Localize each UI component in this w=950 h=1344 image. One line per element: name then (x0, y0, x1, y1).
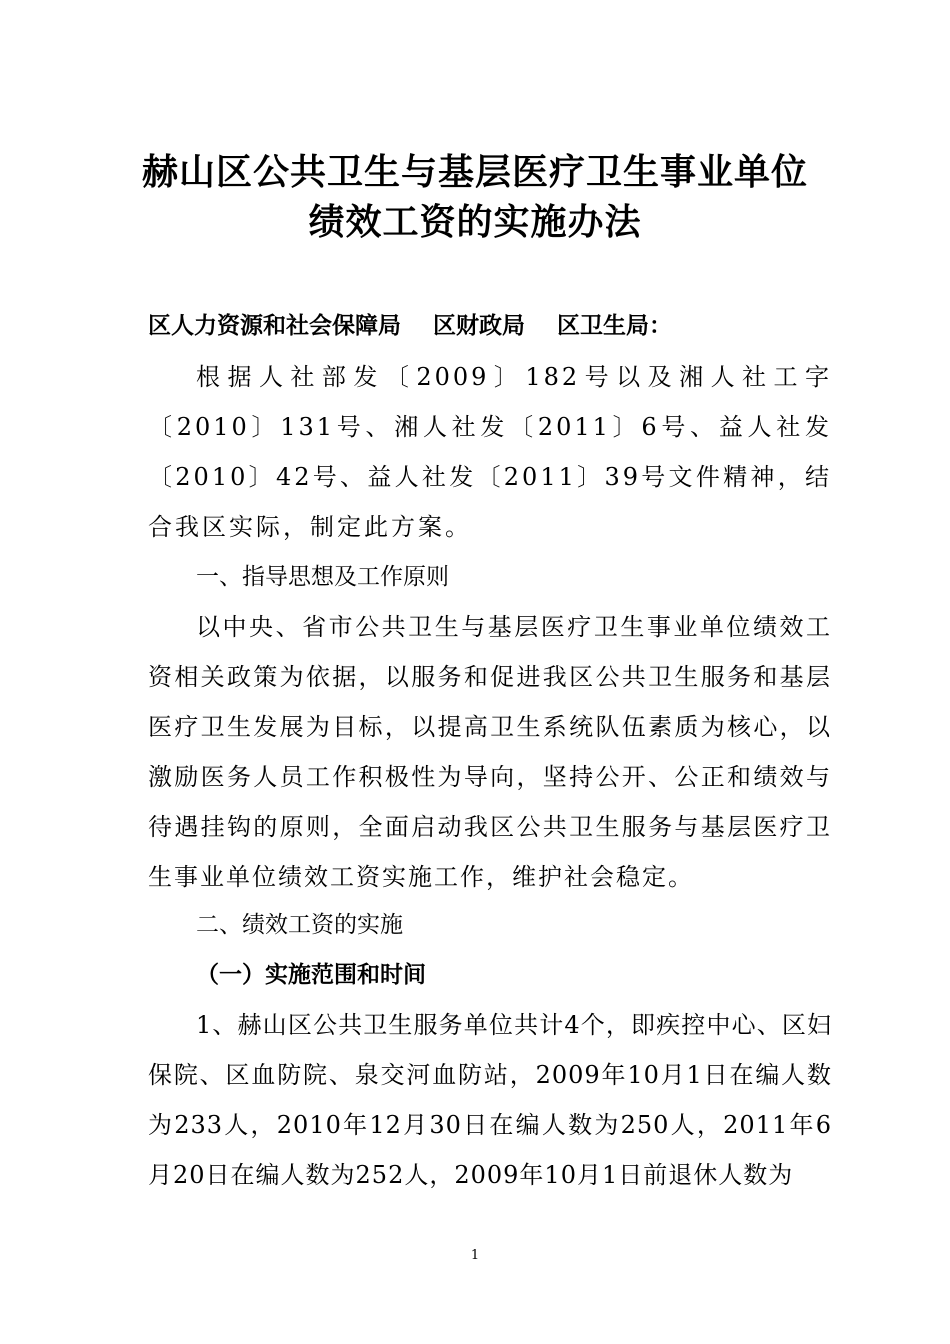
item-1-paragraph: 1、赫山区公共卫生服务单位共计4个，即疾控中心、区妇保院、区血防院、泉交河血防站，2009年10月1日在编人数为233人，2010年12月30日在编人数为250人，2011年6月20日在编人数为252人，2009年10月1日前退休人数为 (148, 1011, 832, 1189)
section-1-heading: 一、指导思想及工作原则 (196, 564, 449, 590)
addressee-line: 区人力资源和社会保障局 区财政局 区卫生局： (148, 313, 673, 339)
section-2-heading: 二、绩效工资的实施 (196, 912, 403, 938)
page-number: 1 (470, 1248, 480, 1263)
document-title-line-2: 绩效工资的实施办法 (308, 201, 642, 243)
subsection-1-heading: （一）实施范围和时间 (196, 962, 426, 988)
intro-block (148, 352, 832, 552)
item-1-block (148, 1000, 832, 1200)
document-title-line-1: 赫山区公共卫生与基层医疗卫生事业单位 (141, 151, 808, 193)
intro-paragraph: 根据人社部发〔2009〕182号以及湘人社工字〔2010〕131号、湘人社发〔2011〕6号、益人社发〔2010〕42号、益人社发〔2011〕39号文件精神，结合我区实际，制定此方案。 (148, 363, 832, 541)
section-1-paragraph: 以中央、省市公共卫生与基层医疗卫生事业单位绩效工资相关政策为依据，以服务和促进我区公共卫生服务和基层医疗卫生发展为目标，以提高卫生系统队伍素质为核心，以激励医务人员工作积极性为导向，坚持公开、公正和绩效与待遇挂钩的原则，全面启动我区公共卫生服务与基层医疗卫生事业单位绩效工资实施工作，维护社会稳定。 (148, 613, 832, 891)
section-1-block (148, 602, 832, 902)
